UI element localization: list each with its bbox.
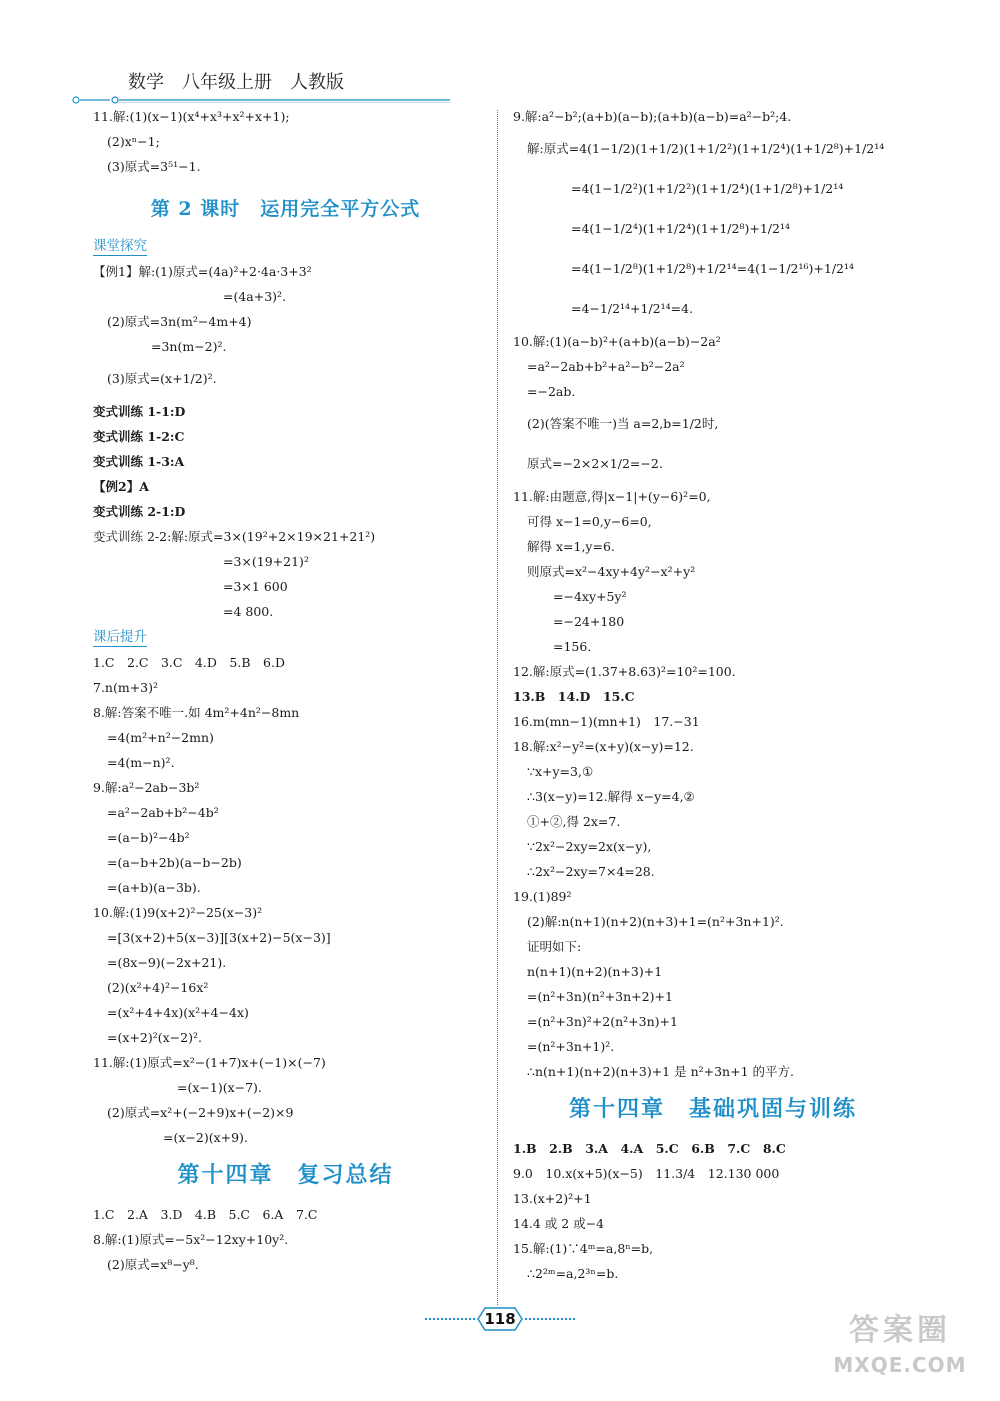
answer-line: =3n(m−2)².: [151, 339, 227, 354]
chapter-title: 第十四章 基础巩固与训练: [568, 1096, 857, 1122]
answer-line: =4−1/2¹⁴+1/2¹⁴=4.: [571, 301, 694, 316]
answer-line: 变式训练 2-1:D: [93, 504, 186, 519]
answer-line: (2)(x²+4)²−16x²: [107, 980, 209, 995]
answer-line: 【例1】解:(1)原式=(4a)²+2·4a·3+3²: [93, 264, 312, 279]
answer-line: 解得 x=1,y=6.: [527, 539, 615, 554]
answer-line: 7.n(m+3)²: [93, 680, 159, 695]
answer-line: 10.解:(1)(a−b)²+(a+b)(a−b)−2a²: [513, 334, 721, 349]
answer-line: 14.4 或 2 或−4: [513, 1216, 605, 1231]
section-label: 课堂探究: [93, 238, 147, 254]
answer-line: 19.(1)89²: [513, 889, 572, 904]
answer-line: =(x²+4+4x)(x²+4−4x): [107, 1005, 249, 1020]
header-title: 数学 八年级上册 人教版: [128, 72, 344, 93]
answer-line: ∵x+y=3,①: [527, 764, 594, 779]
answer-line: 13.(x+2)²+1: [513, 1191, 592, 1206]
answer-line: 1.C 2.C 3.C 4.D 5.B 6.D: [93, 655, 285, 670]
answer-line: =(x+2)²(x−2)².: [107, 1030, 202, 1045]
answer-line: =156.: [553, 639, 592, 654]
answer-line: =(8x−9)(−2x+21).: [107, 955, 227, 970]
answer-line: 13.B 14.D 15.C: [513, 689, 635, 704]
answer-line: 解:原式=4(1−1/2)(1+1/2)(1+1/2²)(1+1/2⁴)(1+1/2⁸)+1/2¹⁴: [527, 141, 885, 156]
answer-line: 1.C 2.A 3.D 4.B 5.C 6.A 7.C: [93, 1207, 318, 1222]
answer-line: 8.解:答案不唯一.如 4m²+4n²−8mn: [93, 705, 300, 720]
answer-line: =4(1−1/2⁴)(1+1/2⁴)(1+1/2⁸)+1/2¹⁴: [571, 221, 790, 236]
answer-line: ①+②,得 2x=7.: [527, 814, 621, 829]
answer-line: 9.0 10.x(x+5)(x−5) 11.3/4 12.130 000: [513, 1166, 780, 1181]
answer-line: =−2ab.: [527, 384, 576, 399]
chapter-title: 第十四章 复习总结: [177, 1162, 394, 1188]
answer-line: 11.解:由题意,得|x−1|+(y−6)²=0,: [513, 489, 711, 504]
lesson-title: 第 2 课时 运用完全平方公式: [150, 198, 421, 220]
answer-line: ∴3(x−y)=12.解得 x−y=4,②: [527, 789, 695, 804]
answer-line: (2)原式=x⁸−y⁸.: [107, 1257, 199, 1272]
answer-line: 【例2】A: [93, 479, 149, 494]
answer-line: 8.解:(1)原式=−5x²−12xy+10y².: [93, 1232, 289, 1247]
answer-line: 则原式=x²−4xy+4y²−x²+y²: [527, 564, 696, 579]
answer-line: (2)原式=3n(m²−4m+4): [107, 314, 252, 329]
answer-line: 11.解:(1)原式=x²−(1+7)x+(−1)×(−7): [93, 1055, 326, 1070]
watermark-logo: [810, 1310, 990, 1390]
watermark-text: 答案圈: [849, 1313, 951, 1348]
header-decoration: [72, 96, 450, 104]
answer-line: (2)解:n(n+1)(n+2)(n+3)+1=(n²+3n+1)².: [527, 914, 784, 929]
answer-line: ∴n(n+1)(n+2)(n+3)+1 是 n²+3n+1 的平方.: [527, 1064, 794, 1079]
answer-line: n(n+1)(n+2)(n+3)+1: [527, 964, 663, 979]
answer-line: =3×1 600: [223, 579, 288, 594]
answer-line: 9.解:a²−b²;(a+b)(a−b);(a+b)(a−b)=a²−b²;4.: [513, 109, 792, 124]
answer-line: (3)原式=(x+1/2)².: [107, 371, 217, 386]
answer-line: =−24+180: [553, 614, 625, 629]
answer-line: =4(1−1/2²)(1+1/2²)(1+1/2⁴)(1+1/2⁸)+1/2¹⁴: [571, 181, 844, 196]
column-divider: [497, 110, 498, 1305]
answer-line: (2)(答案不唯一)当 a=2,b=1/2时,: [527, 416, 719, 431]
answer-line: ∴2x²−2xy=7×4=28.: [527, 864, 655, 879]
answer-line: =4 800.: [223, 604, 274, 619]
answer-line: 9.解:a²−2ab−3b²: [93, 780, 200, 795]
right-column: [513, 104, 913, 1286]
answer-line: 变式训练 1-2:C: [93, 429, 185, 444]
answer-line: =(a+b)(a−3b).: [107, 880, 201, 895]
answer-line: =a²−2ab+b²−4b²: [107, 805, 219, 820]
answer-line: =(n²+3n+1)².: [527, 1039, 615, 1054]
answer-line: 原式=−2×2×1/2=−2.: [527, 456, 663, 471]
answer-line: 16.m(mn−1)(mn+1) 17.−31: [513, 714, 700, 729]
answer-line: =−4xy+5y²: [553, 589, 627, 604]
answer-line: (2)原式=x²+(−2+9)x+(−2)×9: [107, 1105, 294, 1120]
answer-line: =4(m²+n²−2mn): [107, 730, 214, 745]
answer-line: =(4a+3)².: [223, 289, 287, 304]
answer-line: (3)原式=3⁵¹−1.: [107, 159, 201, 174]
answer-line: ∵2x²−2xy=2x(x−y),: [527, 839, 652, 854]
section-label: 课后提升: [93, 629, 147, 645]
answer-line: 1.B 2.B 3.A 4.A 5.C 6.B 7.C 8.C: [513, 1141, 786, 1156]
answer-line: =(x−1)(x−7).: [177, 1080, 262, 1095]
answer-line: =(a−b)²−4b²: [107, 830, 190, 845]
answer-line: =a²−2ab+b²+a²−b²−2a²: [527, 359, 685, 374]
answer-line: =(n²+3n)(n²+3n+2)+1: [527, 989, 673, 1004]
answer-line: =4(m−n)².: [107, 755, 175, 770]
answer-line: 15.解:(1)∵4ᵐ=a,8ⁿ=b,: [513, 1241, 654, 1256]
answer-line: 变式训练 2-2:解:原式=3×(19²+2×19×21+21²): [93, 529, 376, 544]
answer-line: =[3(x+2)+5(x−3)][3(x+2)−5(x−3)]: [107, 930, 331, 945]
page-number: 118: [484, 1310, 516, 1328]
answer-line: 12.解:原式=(1.37+8.63)²=10²=100.: [513, 664, 736, 679]
answer-line: =4(1−1/2⁸)(1+1/2⁸)+1/2¹⁴=4(1−1/2¹⁶)+1/2¹⁴: [571, 261, 855, 276]
answer-line: 变式训练 1-1:D: [93, 404, 186, 419]
watermark-url: MXQE.COM: [833, 1353, 967, 1377]
left-column: [93, 104, 478, 1277]
answer-line: 11.解:(1)(x−1)(x⁴+x³+x²+x+1);: [93, 109, 290, 124]
answer-line: 18.解:x²−y²=(x+y)(x−y)=12.: [513, 739, 694, 754]
answer-line: (2)xⁿ−1;: [107, 134, 160, 149]
answer-line: =(a−b+2b)(a−b−2b): [107, 855, 242, 870]
answer-line: =3×(19+21)²: [223, 554, 309, 569]
answer-line: ∴2²ᵐ=a,2³ⁿ=b.: [527, 1266, 619, 1281]
answer-line: 10.解:(1)9(x+2)²−25(x−3)²: [93, 905, 263, 920]
answer-line: =(n²+3n)²+2(n²+3n)+1: [527, 1014, 678, 1029]
answer-line: 证明如下:: [527, 939, 582, 954]
answer-line: 变式训练 1-3:A: [93, 454, 185, 469]
answer-line: =(x−2)(x+9).: [163, 1130, 248, 1145]
answer-line: 可得 x−1=0,y−6=0,: [527, 514, 652, 529]
